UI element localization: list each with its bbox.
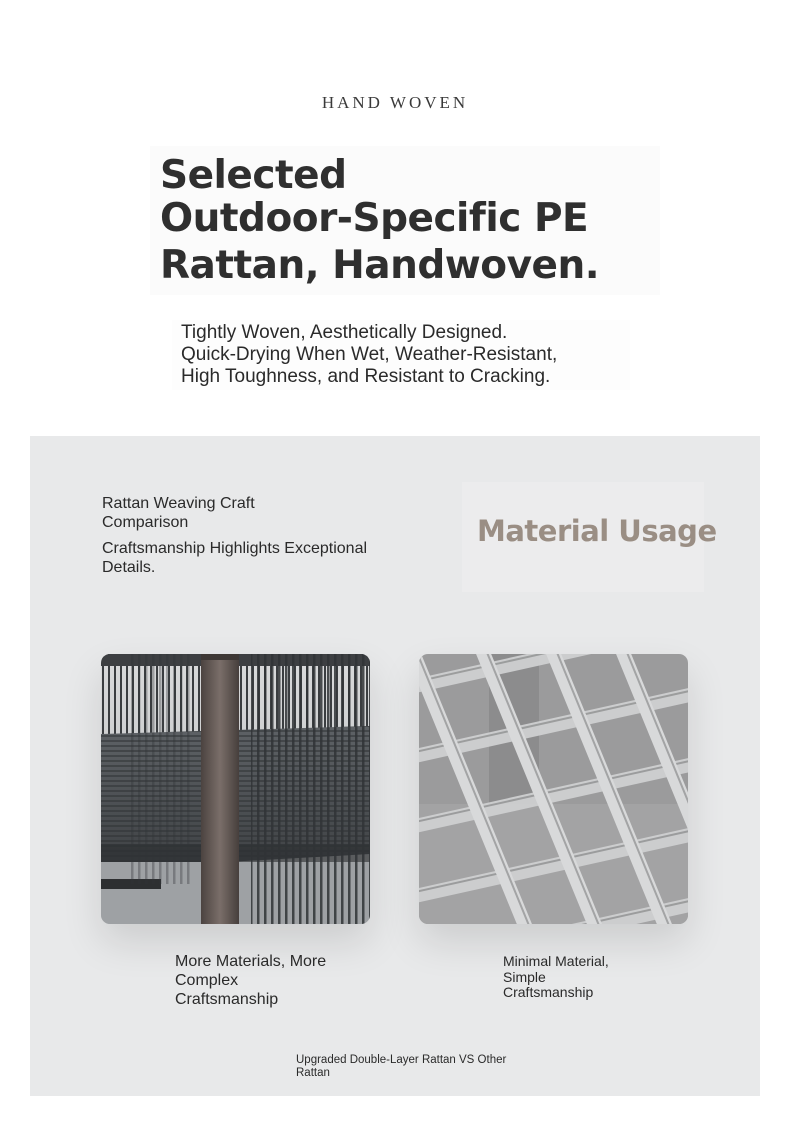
comparison-panel <box>30 436 760 1096</box>
craft-comparison-subtitle: Craftsmanship Highlights Exceptional Details. <box>102 540 368 576</box>
eyebrow-label: HAND WOVEN <box>321 93 469 112</box>
page-headline <box>150 146 660 295</box>
headline-line-3: Rattan, Handwoven. <box>160 243 600 288</box>
right-caption: Minimal Material, Simple Craftsmanship <box>503 953 609 1000</box>
material-usage-box <box>462 482 717 592</box>
double-layer-rattan-photo <box>101 654 370 924</box>
subheadline-line-2: Quick-Drying When Wet, Weather-Resistant, <box>181 344 558 365</box>
left-caption: More Materials, More Complex Craftsmanship <box>175 953 327 1008</box>
headline-line-1: Selected <box>160 153 347 198</box>
craft-comparison-title: Rattan Weaving Craft Comparison <box>102 495 255 531</box>
material-usage-title: Material Usage <box>477 514 717 548</box>
subheadline-line-1: Tightly Woven, Aesthetically Designed. <box>181 322 508 343</box>
subheadline <box>172 320 630 390</box>
comparison-footnote: Upgraded Double-Layer Rattan VS Other Rattan <box>296 1054 507 1079</box>
headline-line-2: Outdoor-Specific PE <box>160 196 589 241</box>
single-layer-rattan-photo <box>419 654 688 924</box>
subheadline-line-3: High Toughness, and Resistant to Cracking. <box>181 366 551 387</box>
